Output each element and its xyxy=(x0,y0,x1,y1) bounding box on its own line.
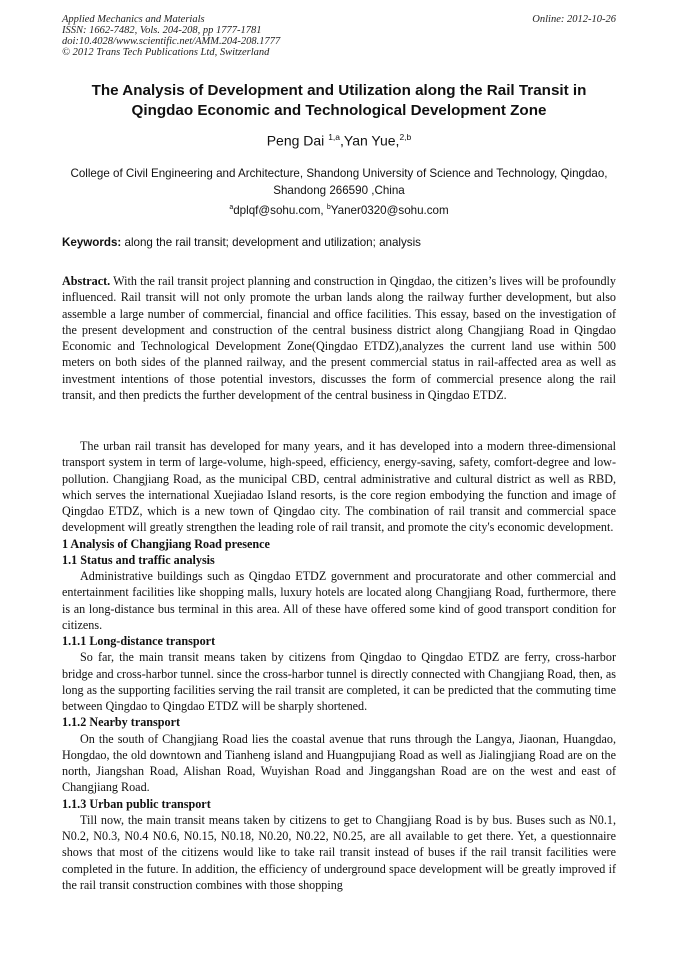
journal-meta xyxy=(62,14,280,58)
main-body xyxy=(62,438,616,893)
email-b-mark: b xyxy=(326,204,331,211)
author-line xyxy=(62,128,616,150)
section-1-1-paragraph: Administrative buildings such as Qingdao ETDZ government and procuratorate and other commercial and entertainment facilities like shopping malls, luxury hotels are located along Changjiang Road, furthermore, there is an long-distance bus terminal in this area. All of these have offered some kind of good transport condition for citizens. xyxy=(62,569,616,632)
keywords-label: Keywords: xyxy=(62,236,122,249)
author-2-affil: 2,b xyxy=(399,132,412,142)
keywords-text: along the rail transit; development and utilization; analysis xyxy=(121,236,421,249)
email-b: Yaner0320@sohu.com xyxy=(330,203,449,217)
email-line xyxy=(62,200,616,219)
section-1-1-1-heading: 1.1.1 Long-distance transport xyxy=(62,634,216,648)
doi-line: doi:10.4028/www.scientific.net/AMM.204-208.1777 xyxy=(62,36,281,47)
author-separator: , xyxy=(340,132,344,149)
online-date: Online: 2012-10-26 xyxy=(532,14,616,25)
email-a-mark: a xyxy=(229,204,234,211)
section-1-1-3-heading: 1.1.3 Urban public transport xyxy=(62,796,211,811)
abstract xyxy=(62,273,616,403)
issn-line: ISSN: 1662-7482, Vols. 204-208, pp 1777-1781 xyxy=(62,25,262,36)
abstract-label: Abstract. xyxy=(62,274,111,288)
copyright-line: © 2012 Trans Tech Publications Ltd, Switzerland xyxy=(62,47,270,58)
intro-paragraph: The urban rail transit has developed for many years, and it has developed into a modern three-dimensional transport system in term of large-volume, high-speed, efficiency, energy-saving, safety, comfort-degree and low-pollution. Changjiang Road, as the municipal CBD, central administrative and cultural district as well as RBD, which serves the international Xuejiadao Island resorts, is the core region embodying the function and image of Qingdao ETDZ, which is a new town of Qingdao city. The combination of rail transit and commercial space development will greatly strengthen the leading role of rail transit, and promote the city's economic development. xyxy=(62,439,616,535)
section-1-1-2-paragraph: On the south of Changjiang Road lies the coastal avenue that runs through the Langya, Jiaonan, Huangdao, Hongdao, the old downtown and Tianheng island and Huangpujiang Road as well as Jialingjiang Road are on the north, Jiangshan Road, Alishan Road, Wuyishan Road and Jinggangshan Road are on the west and east of Changjiang Road. xyxy=(62,731,616,795)
paper-title: The Analysis of Development and Utilization along the Rail Transit in Qingdao Economic and Technological Development Zone xyxy=(91,82,587,119)
abstract-text: With the rail transit project planning and construction in Qingdao, the citizen’s lives will be profoundly influenced. Rail transit will not only promote the urban lands along the railway further development, but also assemble a large number of commercial, financial and office facilities. This essay, based on the investigation of the present development and construction of the central business district along Changjiang Road in Qingdao Economic and Technological Development Zone(Qingdao ETDZ),analyzes the current land use within 500 meters on both sides of the planned railway, and the present commercial status in rail-affected area as well as investment intentions of those potential investors, discusses the form of commercial presence along the rail transit, and then predicts the further development of the central business in Qingdao ETDZ. xyxy=(62,274,616,402)
author-1-affil: 1,a xyxy=(328,132,341,142)
section-1-1-2-heading: 1.1.2 Nearby transport xyxy=(62,715,181,730)
section-1-heading: 1 Analysis of Changjiang Road presence xyxy=(62,536,270,551)
affiliation: College of Civil Engineering and Architecture, Shandong University of Science and Technology, Qingdao, Shandong 266590 ,China xyxy=(70,167,608,197)
email-a: dplqf@sohu.com, xyxy=(233,203,327,217)
journal-name: Applied Mechanics and Materials xyxy=(62,14,205,25)
author-2: Yan Yue, xyxy=(343,132,400,149)
keywords xyxy=(62,235,616,251)
section-1-1-heading: 1.1 Status and traffic analysis xyxy=(62,552,215,567)
section-1-1-1-paragraph: So far, the main transit means taken by citizens from Qingdao to Qingdao ETDZ are ferry, cross-harbor bridge and cross-harbor tunnel. since the cross-harbor tunnel is directly connected with Changjiang Road, then, as long as the supporting facilities serving the rail transit are completed, it can be predicted that the commuting time between Qingdao to Qingdao ETDZ will be sharply shortened. xyxy=(62,650,616,713)
section-1-1-3-paragraph: Till now, the main transit means taken by citizens to get to Changjiang Road is by bus. Buses such as N0.1, N0.2, N0.3, N0.4 N0.6, N0.15, N0.18, N0.20, N0.22, N0.25, are all available to get there. Yet, a questionnaire shows that most of the citizens would like to take rail transit instead of buses if the rail transit facilities were completed in the future. In addition, the efficiency of underground space development will be greatly improved if the rail transit construction combines with those shopping xyxy=(62,812,616,892)
author-1: Peng Dai xyxy=(266,132,325,149)
